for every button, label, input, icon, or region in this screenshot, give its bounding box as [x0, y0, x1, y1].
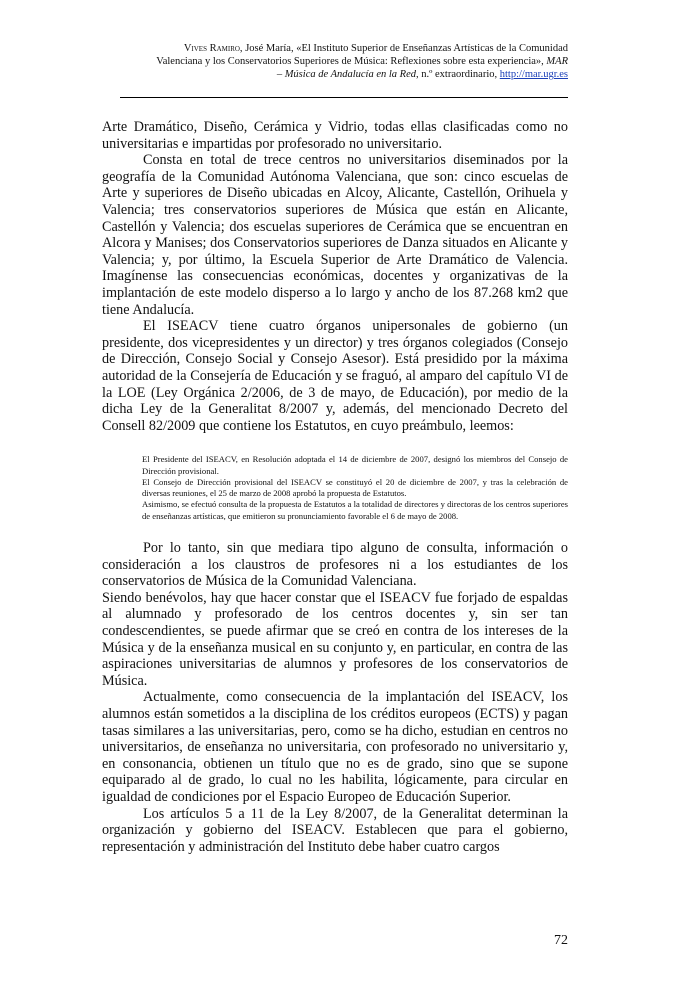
journal-url-link[interactable]: http://mar.ugr.es	[499, 69, 568, 80]
citation-line-2	[100, 55, 568, 68]
block-quote	[142, 454, 568, 522]
journal-full: Música de Andalucía en la Red	[284, 69, 417, 80]
paragraph: Siendo benévolos, hay que hacer constar que el ISEACV fue forjado de espaldas al alumnado y profesorado de los centros docentes y, sin ser tan condescendientes, se puede afirmar que se creó en contra de los intereses de la Música y de la enseñanza musical en su conjunto y, en particular, en contra de las aspiraciones universitarias de alumnos y profesores de los conservatorios de Música.	[102, 589, 568, 689]
article-body	[102, 119, 568, 855]
paragraph: Consta en total de trece centros no universitarios diseminados por la geografía de la Comunidad Autónoma Valenciana, que son: cinco escuelas de Arte y superiores de Diseño ubicadas en Alcoy, Alicante, Castellón, Orihuela y Valencia; tres conservatorios superiores de Música que están en Alicante, Castellón y Valencia; dos escuelas superiores de Cerámica que se encuentran en Alcora y Manises; dos Conservatorios superiores de Danza situados en Alicante y Valencia; y, por último, la Escuela Superior de Arte Dramático de Valencia. Imagínense las consecuencias económicas, docentes y organizativas de la implantación de este modelo disperso a lo largo y ancho de los 87.268 km2 que tiene Andalucía.	[102, 152, 568, 318]
paragraph: Por lo tanto, sin que mediara tipo alguno de consulta, información o consideración a los claustros de profesores ni a los estudiantes de los conservatorios de Música de la Comunidad Valenciana.	[102, 540, 568, 590]
journal-short: MAR	[546, 56, 568, 67]
running-header	[100, 42, 568, 81]
author-surname: Vives Ramiro,	[183, 43, 243, 54]
citation-text: Valenciana y los Conservatorios Superiores de Música: Reflexiones sobre esta experiencia»,	[156, 56, 547, 67]
citation-line-3	[100, 68, 568, 81]
header-divider	[120, 97, 568, 98]
paragraph: El ISEACV tiene cuatro órganos unipersonales de gobierno (un presidente, dos vicepresidentes y un director) y tres órganos colegiados (Consejo de Dirección, Consejo Social y Consejo Asesor). Está presidido por la máxima autoridad de la Consejería de Educación y se fraguó, al amparo del capítulo VI de la LOE (Ley Orgánica 2/2006, de 3 de mayo, de Educación), por medio de la dicha Ley de la Generalitat 8/2007 y, además, del mencionado Decreto del Consell 82/2009 que contiene los Estatutos, en cuyo preámbulo, leemos:	[102, 318, 568, 434]
quote-paragraph: El Consejo de Dirección provisional del ISEACV se constituyó el 20 de diciembre de 2007, y tras la celebración de diversas reuniones, el 25 de marzo de 2008 aprobó la propuesta de Estatutos.	[142, 476, 568, 499]
issue-text: , n.º extraordinario,	[416, 69, 500, 80]
dash: –	[276, 69, 285, 80]
paragraph: Los artículos 5 a 11 de la Ley 8/2007, de la Generalitat determinan la organización y gobierno del ISEACV. Establecen que para el gobierno, representación y administración del Instituto debe haber cuatro cargos	[102, 805, 568, 855]
paragraph: Actualmente, como consecuencia de la implantación del ISEACV, los alumnos están sometidos a la disciplina de los créditos europeos (ECTS) y pagan tasas similares a las universitarias, pero, como se ha dicho, estudian en centros no universitarios, de enseñanza no universitaria, con profesorado no universitario y, en consonancia, obtienen un título que no es de grado, sino que se supone equiparado al de grado, lo cual no les habilita, lógicamente, para circular en igualdad de condiciones por el Espacio Europeo de Educación Superior.	[102, 689, 568, 805]
citation-line-1	[100, 42, 568, 55]
page-number: 72	[554, 933, 568, 948]
author-rest: José María, «El Instituto Superior de Enseñanzas Artísticas de la Comunidad	[242, 43, 568, 54]
paragraph: Arte Dramático, Diseño, Cerámica y Vidrio, todas ellas clasificadas como no universitarias e impartidas por profesorado no universitario.	[102, 119, 568, 152]
quote-paragraph: Asimismo, se efectuó consulta de la propuesta de Estatutos a la totalidad de directores y directoras de los centros superiores de enseñanzas artísticas, que emitieron su pronunciamiento favorable el 6 de mayo de 2008.	[142, 499, 568, 521]
quote-paragraph: El Presidente del ISEACV, en Resolución adoptada el 14 de diciembre de 2007, designó los miembros del Consejo de Dirección provisional.	[142, 454, 568, 476]
